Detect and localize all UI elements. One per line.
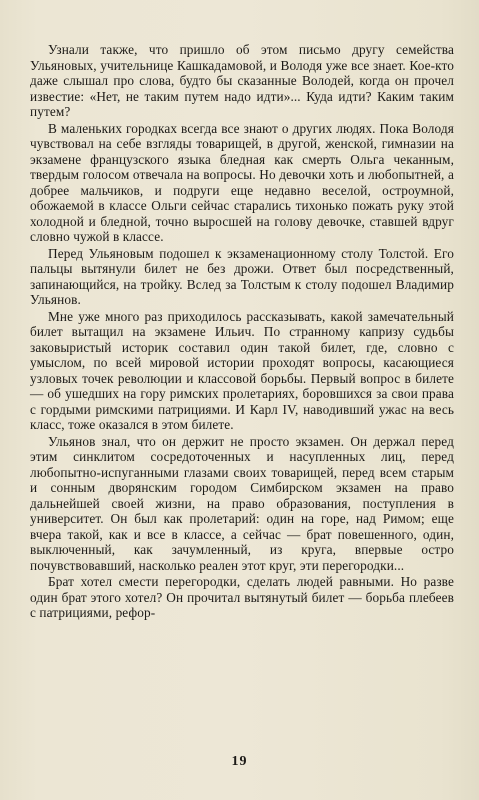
paragraph: Перед Ульяновым подошел к экзаменационному столу Толстой. Его пальцы вытянули билет не без дрожи. Ответ был посредственный, запинающийся, на тройку. Вслед за Толстым к столу подошел Владимир Ульянов. bbox=[30, 245, 454, 307]
paragraph: Брат хотел смести перегородки, сделать людей равными. Но разве один брат этого хотел? Он прочитал вытянутый билет — борьба плебеев с патрициями, рефор- bbox=[30, 574, 454, 620]
paragraph: Мне уже много раз приходилось рассказывать, какой замечательный билет вытащил на экзамене Ильич. По странному капризу судьбы заковыристый историк составил один такой билет, где, словно с умыслом, по всей мировой истории проходят вопросы, касающиеся узловых точек революции и классовой борьбы. Первый вопрос в билете — об ушедших на гору римских пролетариях, боровшихся за свои права с гордыми римскими патрициями. И Карл IV, наводивший ужас на весь класс, тоже оказался в этом билете. bbox=[30, 308, 454, 432]
page-number: 19 bbox=[231, 754, 248, 769]
paragraph: Ульянов знал, что он держит не просто экзамен. Он держал перед этим синклитом сосредоточенных и насупленных лиц, перед любопытно-испуганными глазами своих товарищей, перед всем старым и сонным дворянским городом Симбирском экзамен на право дальнейшей своей жизни, на право образования, поступления в университет. Он был как пролетарий: один на горе, над Римом; еще вчера такой, как и все в классе, а сейчас — брат повешенного, один, выключенный, как зачумленный, из круга, впервые остро почувствовавший, насколько реален этот круг, эти перегородки... bbox=[30, 433, 454, 573]
paragraph: В маленьких городках всегда все знают о других людях. Пока Володя чувствовал на себе взгляды товарищей, в другой, женской, гимназии на экзамене французского языка бледная как смерть Ольга чеканным, твердым голосом отвечала на вопросы. Но девочки хоть и любопытней, а добрее мальчиков, и подруги еще недавно веселой, остроумной, обожаемой в классе Ольги сейчас старались тихонько пожать руку этой холодной и бледной, точно выросшей на голову девочке, ставшей вдруг словно чужой в классе. bbox=[30, 120, 454, 244]
body-text bbox=[30, 42, 454, 621]
paragraph: Узнали также, что пришло об этом письмо другу семейства Ульяновых, учительнице Кашкадамовой, и Володя уже все знает. Кое-кто даже слышал про слова, будто бы сказанные Володей, когда он прочел известие: «Нет, не таким путем надо идти»... Куда идти? Каким таким путем? bbox=[30, 42, 454, 119]
